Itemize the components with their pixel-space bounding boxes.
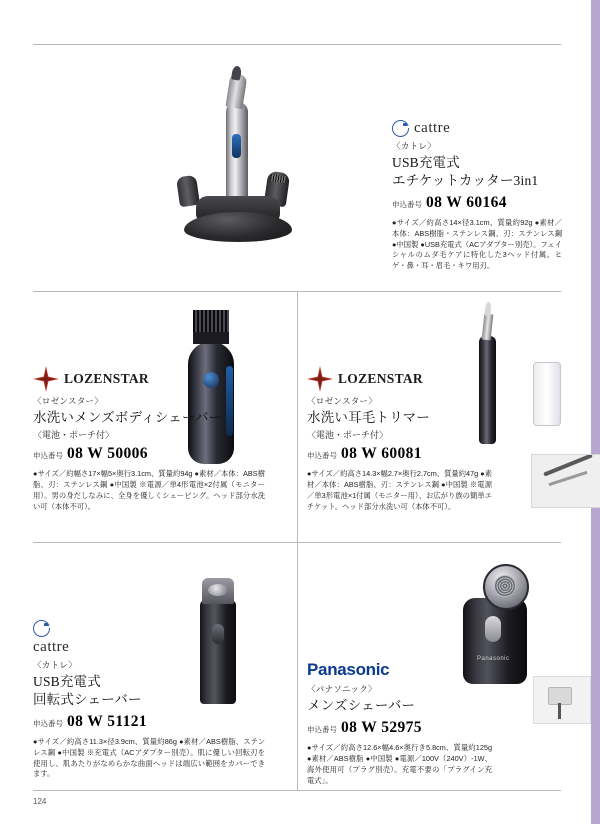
page-number: 124	[33, 797, 47, 806]
product-info-2	[307, 366, 507, 513]
brand-name: cattre	[33, 639, 70, 655]
order-code-row-2	[307, 445, 507, 463]
cord-shape	[558, 703, 561, 719]
ear-trimmer-detail-photo	[531, 454, 600, 508]
brand-kana: 〈カトレ〉	[33, 660, 78, 670]
brand-name: cattre	[414, 120, 451, 136]
brand-kana: 〈ロゼンスター〉	[33, 396, 104, 406]
brand-name: LOZENSTAR	[64, 371, 149, 386]
product-info-1	[33, 366, 265, 513]
product-image-0	[170, 72, 320, 272]
product-title: 水洗い耳毛トリマー	[307, 410, 431, 425]
product-card-0	[0, 58, 600, 286]
brand-cattre-3	[33, 620, 238, 637]
brand-cattre-0	[392, 120, 562, 137]
detail-shape-2	[549, 471, 588, 486]
product-info-3	[33, 620, 265, 780]
product-title-line2: エチケットカッター3in1	[392, 172, 539, 188]
product-info-0	[392, 120, 562, 272]
product-title: 水洗いメンズボディシェーバー	[33, 410, 223, 425]
cattre-circle-icon	[33, 620, 50, 637]
order-code-value: 08 W 50006	[67, 444, 148, 462]
top-rule	[33, 44, 561, 45]
product-spec-0: ●サイズ／約高さ14×径3.1cm、質量約92g ●素材／本体：ABS樹脂・ステンレス鋼、刃：ステンレス鋼 ●中国製 ●USB充電式（ACアダプター別売）。フェイシャルのムダ毛ケアに特化した3ヘッド付属。ヒゲ・鼻・耳・眉毛・キワ用刃。	[392, 217, 562, 271]
nose-trimmer-button	[232, 134, 241, 158]
brand-lozenstar-1	[33, 366, 238, 392]
order-code-value: 08 W 51121	[67, 712, 148, 730]
product-card-4	[297, 552, 600, 788]
product-card-1	[0, 300, 297, 538]
order-code-value: 08 W 52975	[341, 718, 422, 736]
order-code-value: 08 W 60081	[341, 444, 422, 462]
order-code-label: 申込番号	[33, 450, 63, 460]
ear-trimmer-cap	[533, 362, 561, 426]
product-spec-4: ●サイズ／約高さ12.6×幅4.6×奥行き5.8cm、質量約125g ●素材／ABS樹脂 ●中国製 ●電源／100V（240V）-1W、海外使用可（プラグ別売）。充電不要の「プラグイン充電式」。	[307, 742, 492, 785]
product-spec-1: ●サイズ／約幅さ17×幅5×奥行3.1cm、質量約94g ●素材／本体：ABS樹脂、刃：ステンレス鋼 ●中国製 ※電源／単4形電池×2付属（モニター用）。男の身だしなみに、全身を優しくシェービング。ヘッド部分水洗い可（本体不可）。	[33, 468, 265, 511]
product-subtitle: 〈電池・ポーチ付〉	[33, 429, 115, 440]
order-code-row-1	[33, 445, 238, 463]
product-card-2	[297, 300, 600, 538]
brand-name: LOZENSTAR	[338, 371, 423, 386]
panasonic-body-logo: Panasonic	[477, 656, 510, 662]
order-code-row-0	[392, 194, 562, 212]
rotary-shaver-head	[202, 578, 234, 604]
charging-stand-base	[184, 212, 292, 242]
panasonic-detail-photo	[533, 676, 591, 724]
product-spec-2: ●サイズ／約高さ14.3×幅2.7×奥行2.7cm、質量約47g ●素材／本体：ABS樹脂、刃：ステンレス鋼 ●中国製 ※電源／単3形電池×1付属（モニター用）、お広がり族の簡単エチケット。ヘッド部分水洗い可（本体不可）。	[307, 468, 492, 511]
product-title-line2: 回転式シェーバー	[33, 691, 142, 707]
panasonic-shaver-switch	[485, 616, 501, 642]
product-spec-3: ●サイズ／約高さ11.3×径3.9cm、質量約86g ●素材／ABS樹脂、ステンレス鋼 ●中国製 ※充電式（ACアダプター別売）。肌に優しい回転刃を使用し、肌あたりがなめらかな曲面ヘッドは端広い範囲をカバーできます。	[33, 736, 265, 779]
order-code-row-3	[33, 713, 238, 731]
panasonic-shaver-head	[483, 564, 529, 610]
order-code-value: 08 W 60164	[426, 193, 507, 211]
order-code-row-4	[307, 719, 497, 737]
product-info-4	[307, 660, 497, 787]
product-card-3	[0, 552, 297, 788]
product-title-line1: USB充電式	[33, 674, 101, 689]
lozenstar-star-icon	[307, 366, 333, 392]
brand-lozenstar-2	[307, 366, 507, 392]
product-title: メンズシェーバー	[307, 698, 416, 713]
body-shaver-comb	[193, 310, 229, 344]
brand-name: Panasonic	[307, 660, 390, 679]
bottom-rule	[33, 790, 561, 791]
cattre-circle-icon	[392, 120, 409, 137]
brand-kana: 〈カトレ〉	[392, 141, 437, 151]
order-code-label: 申込番号	[33, 718, 63, 728]
brand-kana: 〈ロゼンスター〉	[307, 396, 378, 406]
brand-kana: 〈パナソニック〉	[307, 684, 377, 694]
order-code-label: 申込番号	[307, 450, 337, 460]
product-title-line1: USB充電式	[392, 155, 460, 170]
product-subtitle: 〈電池・ポーチ付〉	[307, 429, 389, 440]
order-code-label: 申込番号	[392, 199, 422, 209]
lozenstar-star-icon	[33, 366, 59, 392]
order-code-label: 申込番号	[307, 724, 337, 734]
